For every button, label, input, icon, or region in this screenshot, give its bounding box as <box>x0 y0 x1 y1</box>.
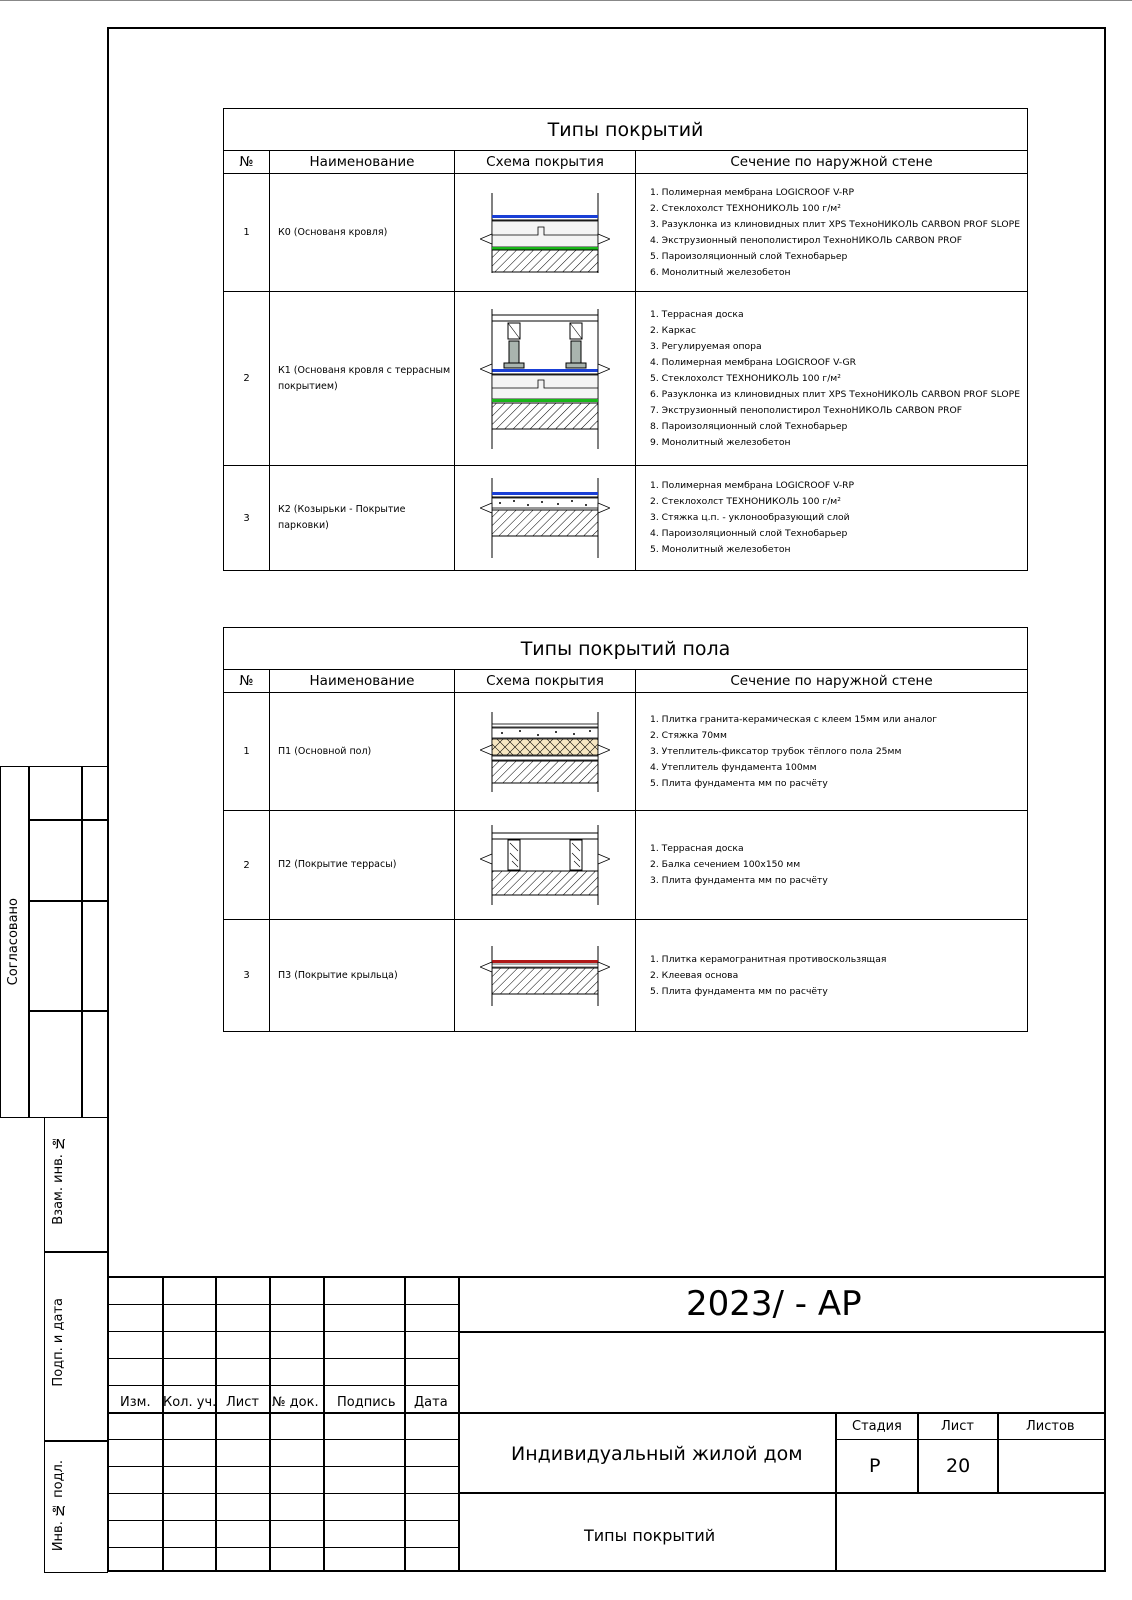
list-item: 6. Разуклонка из клиновидных плит XPS ТехноНИКОЛЬ CARBON PROF SLOPE <box>650 388 1020 400</box>
list-item: 1. Плитка гранита-керамическая с клеем 15мм или аналог <box>650 713 938 725</box>
tb-grid-line <box>107 1466 458 1467</box>
layer-list <box>636 466 1028 571</box>
col-doc: № док. <box>272 1395 319 1410</box>
row-number: 3 <box>224 920 270 1032</box>
tb-grid-line <box>269 1277 271 1572</box>
list-item: 3. Регулируемая опора <box>650 340 762 352</box>
list-item: 8. Пароизоляционный слой Технобарьер <box>650 420 848 432</box>
row-name: К0 (Основаня кровля) <box>270 174 455 292</box>
roof-table-title: Типы покрытий <box>224 109 1028 151</box>
strip-divider <box>44 1251 108 1253</box>
row-number: 3 <box>224 466 270 571</box>
list-item: 2. Клеевая основа <box>650 969 739 981</box>
floor-types-table <box>223 627 1028 1032</box>
table-row <box>224 466 1028 571</box>
col-kol: Кол. уч. <box>163 1395 217 1410</box>
scheme-p2 <box>455 811 636 920</box>
list-item: 4. Утеплитель фундамента 100мм <box>650 761 817 773</box>
row-name: П2 (Покрытие террасы) <box>270 811 455 920</box>
tb-grid-line <box>997 1412 999 1493</box>
list-item: 5. Плита фундамента мм по расчёту <box>650 985 828 997</box>
table-row <box>224 292 1028 466</box>
list-item: 2. Каркас <box>650 324 696 336</box>
list-item: 1. Полимерная мембрана LOGICROOF V-RP <box>650 480 855 491</box>
sheet-label: Лист <box>941 1419 974 1434</box>
tb-grid-line <box>459 1331 1106 1333</box>
list-item: 3. Плита фундамента мм по расчёту <box>650 875 828 886</box>
project-name: Индивидуальный жилой дом <box>511 1443 803 1465</box>
podp-label: Подп. и дата <box>51 1298 66 1387</box>
list-item: 3. Утеплитель-фиксатор трубок тёплого пола 25мм <box>650 745 902 757</box>
top-rule <box>0 0 1132 1</box>
list-item: 9. Монолитный железобетон <box>650 436 791 448</box>
sheet-value: 20 <box>946 1455 971 1477</box>
col-header-scheme: Схема покрытия <box>455 670 636 693</box>
list-item: 1. Террасная доска <box>650 308 744 320</box>
tb-grid-line <box>459 1492 1106 1494</box>
table-row <box>224 811 1028 920</box>
strip-divider <box>28 819 108 821</box>
table-row <box>224 693 1028 811</box>
list-item: 6. Монолитный железобетон <box>650 266 791 278</box>
list-item: 1. Террасная доска <box>650 843 744 854</box>
table-row <box>224 920 1028 1032</box>
tb-grid-line <box>917 1412 919 1493</box>
tb-grid-line <box>107 1385 458 1386</box>
col-header-name: Наименование <box>270 151 455 174</box>
inv-label: Инв. № подл. <box>51 1460 66 1552</box>
list-item: 2. Стяжка 70мм <box>650 729 727 741</box>
scheme-k1 <box>455 292 636 466</box>
col-header-scheme: Схема покрытия <box>455 151 636 174</box>
tb-grid-line <box>107 1331 458 1332</box>
col-header-no: № <box>224 670 270 693</box>
col-header-no: № <box>224 151 270 174</box>
drawing-code: 2023/ - АР <box>686 1284 862 1324</box>
col-header-name: Наименование <box>270 670 455 693</box>
tb-grid-line <box>459 1412 1106 1414</box>
tb-grid-line <box>107 1304 458 1305</box>
list-item: 3. Разуклонка из клиновидных плит XPS ТехноНИКОЛЬ CARBON PROF SLOPE <box>650 218 1020 230</box>
row-name: К1 (Основаня кровля с террасным покрытием) <box>270 292 455 466</box>
strip-divider <box>44 1440 108 1442</box>
tb-grid-line <box>835 1412 837 1572</box>
scheme-k0 <box>455 174 636 292</box>
row-number: 2 <box>224 811 270 920</box>
strip-divider <box>28 900 108 902</box>
tb-grid-line <box>107 1412 458 1414</box>
list-item: 5. Монолитный железобетон <box>650 544 791 555</box>
scheme-p1 <box>455 693 636 811</box>
layer-list <box>636 693 1028 811</box>
agreed-label: Согласовано <box>6 898 21 986</box>
col-header-section: Сечение по наружной стене <box>636 670 1028 693</box>
layer-list <box>636 920 1028 1032</box>
tb-grid-line <box>107 1358 458 1359</box>
row-number: 1 <box>224 174 270 292</box>
layer-list <box>636 811 1028 920</box>
tb-grid-line <box>162 1277 164 1572</box>
strip-divider <box>28 1010 108 1012</box>
sheet-title: Типы покрытий <box>584 1526 716 1545</box>
tb-grid-line <box>323 1277 325 1572</box>
list-item: 2. Балка сечением 100х150 мм <box>650 859 801 870</box>
col-date: Дата <box>414 1395 448 1410</box>
table-row <box>224 174 1028 292</box>
tb-grid-line <box>107 1493 458 1494</box>
tb-grid-line <box>107 1547 458 1548</box>
tb-grid-line <box>404 1277 406 1572</box>
list-item: 2. Стеклохолст ТЕХНОНИКОЛЬ 100 г/м² <box>650 202 841 214</box>
tb-grid-line <box>458 1277 460 1572</box>
floor-table-title: Типы покрытий пола <box>224 628 1028 670</box>
list-item: 5. Пароизоляционный слой Технобарьер <box>650 250 848 262</box>
row-name: К2 (Козырьки - Покрытие парковки) <box>270 466 455 571</box>
vzam-label: Взам. инв. № <box>51 1135 66 1225</box>
row-name: П1 (Основной пол) <box>270 693 455 811</box>
list-item: 4. Полимерная мембрана LOGICROOF V-GR <box>650 356 856 368</box>
list-item: 4. Экструзионный пенополистирол ТехноНИКОЛЬ CARBON PROF <box>650 234 963 246</box>
list-item: 3. Стяжка ц.п. - уклонообразующий слой <box>650 512 850 523</box>
list-item: 1. Плитка керамогранитная противоскользящая <box>650 953 887 965</box>
tb-grid-line <box>215 1277 217 1572</box>
stage-label: Стадия <box>852 1419 902 1434</box>
layer-list <box>636 174 1028 292</box>
tb-grid-line <box>107 1520 458 1521</box>
row-name: П3 (Покрытие крыльца) <box>270 920 455 1032</box>
sheets-label: Листов <box>1026 1419 1075 1434</box>
list-item: 5. Стеклохолст ТЕХНОНИКОЛЬ 100 г/м² <box>650 372 841 384</box>
list-item: 1. Полимерная мембрана LOGICROOF V-RP <box>650 186 855 198</box>
col-sign: Подпись <box>337 1395 396 1410</box>
col-izm: Изм. <box>120 1395 151 1410</box>
list-item: 5. Плита фундамента мм по расчёту <box>650 777 828 789</box>
col-header-section: Сечение по наружной стене <box>636 151 1028 174</box>
roof-types-table <box>223 108 1028 571</box>
scheme-p3 <box>455 920 636 1032</box>
row-number: 2 <box>224 292 270 466</box>
row-number: 1 <box>224 693 270 811</box>
tb-grid-line <box>107 1439 458 1440</box>
tb-grid-line <box>836 1439 1106 1440</box>
scheme-k2 <box>455 466 636 571</box>
list-item: 7. Экструзионный пенополистирол ТехноНИКОЛЬ CARBON PROF <box>650 404 963 416</box>
layer-list <box>636 292 1028 466</box>
col-list: Лист <box>226 1395 259 1410</box>
list-item: 2. Стеклохолст ТЕХНОНИКОЛЬ 100 г/м² <box>650 496 841 507</box>
stage-value: Р <box>869 1455 881 1477</box>
list-item: 4. Пароизоляционный слой Технобарьер <box>650 528 848 539</box>
